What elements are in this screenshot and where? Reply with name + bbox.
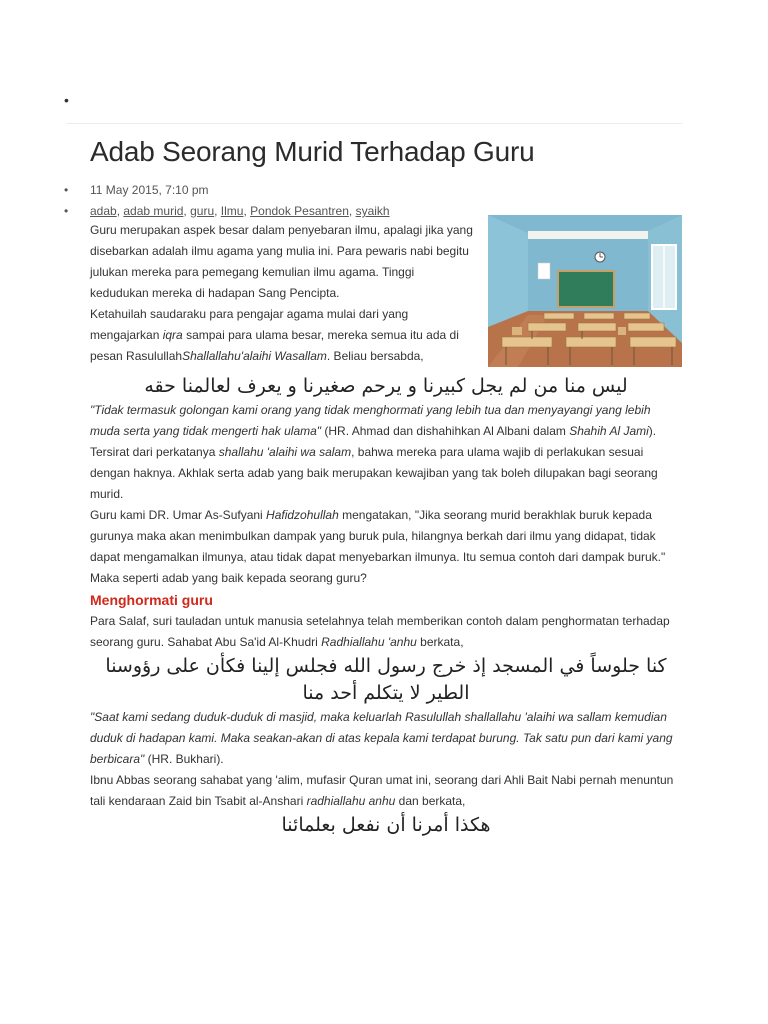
paragraph-ibnu-abbas bbox=[90, 770, 682, 812]
paragraph-dr-umar bbox=[90, 505, 682, 568]
paragraph-intro: Guru merupakan aspek besar dalam penyebaran ilmu, apalagi jika yang disebarkan adalah ilmu agama yang mulia ini. Para pewaris nabi begitu julukan mereka para pemegang kemulian ilmu agama. Tinggi kedudukan mereka di hadapan Sang Pencipta. bbox=[90, 223, 473, 300]
text-span: Ibnu Abbas seorang sahabat yang 'alim, mufasir Quran umat ini, seorang dari Ahli Bait Nabi pernah menuntun tali kendaraan Zaid bin Tsabit al-Anshari bbox=[90, 773, 674, 808]
bullet: • bbox=[64, 204, 69, 218]
article-meta bbox=[64, 180, 390, 222]
divider bbox=[66, 123, 682, 124]
paragraph-question: Maka seperti adab yang baik kepada seorang guru? bbox=[90, 571, 367, 585]
tag-separator: , bbox=[348, 204, 356, 218]
arabic-hadith-1: ليس منا من لم يجل كبيرنا و يرحم صغيرنا و يعرف لعالمنا حقه bbox=[144, 375, 628, 397]
tag-separator: , bbox=[243, 204, 251, 218]
article-body bbox=[90, 220, 682, 839]
tag-list bbox=[90, 204, 390, 218]
text-radhiallahu-anhu: radhiallahu anhu bbox=[306, 794, 396, 808]
quote-translation-1: "Tidak termasuk golongan kami orang yang tidak menghormati yang lebih tua dan menyayangi yang lebih muda serta yang tidak mengerti hak ulama" bbox=[90, 403, 651, 438]
arabic-hadith-2: كنا جلوساً في المسجد إذ خرج رسول الله فجلس إلينا فكأن على رؤوسنا الطير لا يتكلم أحد منا bbox=[105, 655, 667, 704]
text-iqra: iqra bbox=[162, 328, 183, 342]
text-hafidzohullah: Hafidzohullah bbox=[266, 508, 339, 522]
tag-link-syaikh[interactable]: syaikh bbox=[355, 204, 390, 218]
tag-link-adab[interactable]: adab bbox=[90, 204, 117, 218]
text-span: (HR. Ahmad dan dishahihkan Al Albani dalam bbox=[321, 424, 570, 438]
text-span: Ketahuilah saudaraku para pengajar agama mulai dari yang mengajarkan bbox=[90, 307, 409, 342]
text-span: (HR. Bukhari). bbox=[144, 752, 224, 766]
tag-separator: , bbox=[183, 204, 191, 218]
meta-date-item bbox=[64, 180, 390, 201]
classroom-image bbox=[488, 215, 682, 367]
paragraph-implication bbox=[90, 442, 682, 505]
paragraph-salaf bbox=[90, 611, 682, 653]
quote-translation-2: "Saat kami sedang duduk-duduk di masjid, maka keluarlah Rasulullah shallallahu 'alaihi wa sallam kemudian duduk di hadapan kami. Maka seakan-akan di atas kepala kami terdapat burung. Tak satu pun dari kami yang berbicara" bbox=[90, 710, 673, 766]
text-span: Para Salaf, suri tauladan untuk manusia setelahnya telah memberikan contoh dalam penghormatan terhadap seorang guru. Sahabat Abu Sa'id Al-Khudri bbox=[90, 614, 670, 649]
tag-link-ilmu[interactable]: Ilmu bbox=[220, 204, 244, 218]
meta-tags-item bbox=[64, 201, 390, 222]
text-span: Tersirat dari perkatanya bbox=[90, 445, 219, 459]
article-title: Adab Seorang Murid Terhadap Guru bbox=[90, 136, 535, 167]
tag-link-adab-murid[interactable]: adab murid bbox=[123, 204, 184, 218]
text-span: berkata, bbox=[416, 635, 464, 649]
text-salam: shallahu 'alaihi wa salam bbox=[218, 445, 352, 459]
tag-separator: , bbox=[116, 204, 124, 218]
text-span: dan berkata, bbox=[395, 794, 466, 808]
paragraph-quote-2 bbox=[90, 707, 682, 770]
arabic-quote-3: هكذا أمرنا أن نفعل بعلمائنا bbox=[281, 814, 491, 836]
source-book: Shahih Al Jami bbox=[569, 424, 649, 438]
text-salawat: Shallallahu'alaihi Wasallam bbox=[182, 349, 327, 363]
text-span: . Beliau bersabda, bbox=[326, 349, 424, 363]
bullet: • bbox=[64, 183, 69, 197]
tag-link-guru[interactable]: guru bbox=[190, 204, 215, 218]
paragraph-quote-1 bbox=[90, 400, 682, 442]
text-span: Guru kami DR. Umar As-Sufyani bbox=[90, 508, 267, 522]
tag-separator: , bbox=[214, 204, 221, 218]
tag-link-pondok-pesantren[interactable]: Pondok Pesantren bbox=[250, 204, 349, 218]
text-span: sampai para ulama besar, mereka semua itu ada di pesan Rasulullah bbox=[90, 328, 459, 363]
text-span: , bahwa mereka para ulama wajib di perlakukan sesuai dengan haknya. Akhlak serta adab yang baik merupakan kewajiban yang tak boleh dilupakan bagi seorang murid. bbox=[90, 445, 658, 501]
text-span: mengatakan, "Jika seorang murid berakhlak buruk kepada gurunya maka akan menimbulkan dampak yang buruk pula, hilangnya berkah dari ilmu yang didapat, tidak dapat mengamalkan ilmunya, atau tidak dapat menyebarkan ilmunya. Itu semua contoh dari dampak buruk." bbox=[90, 508, 666, 564]
post-date: 11 May 2015, 7:10 pm bbox=[90, 183, 209, 197]
top-bullet: • bbox=[64, 92, 69, 108]
text-span: ). bbox=[648, 424, 657, 438]
text-radhiallahu: Radhiallahu 'anhu bbox=[321, 635, 417, 649]
section-heading: Menghormati guru bbox=[90, 592, 213, 608]
